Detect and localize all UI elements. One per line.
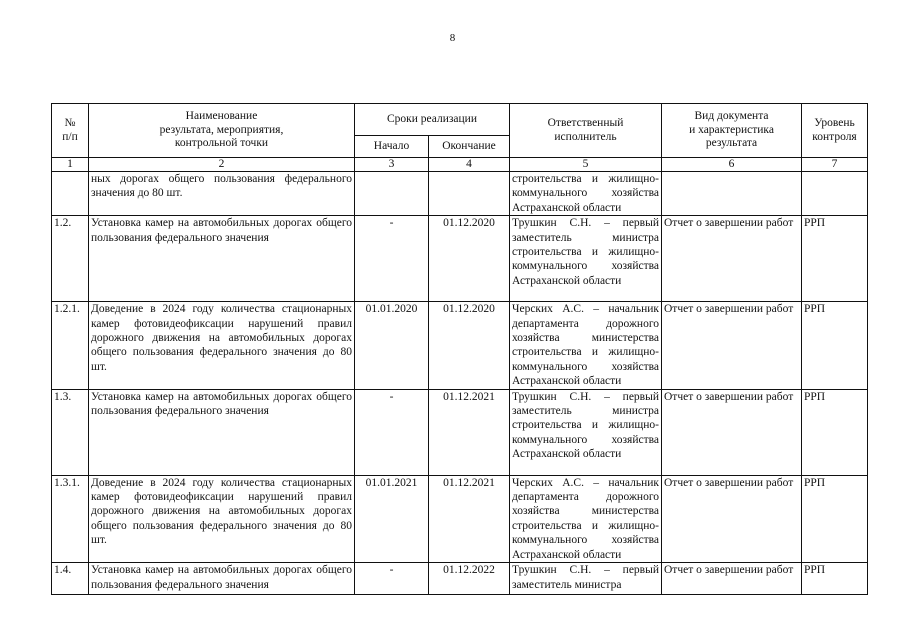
cell-level <box>802 172 868 216</box>
cell-name: Установка камер на автомобильных дорогах общего пользования федерального значения <box>89 389 355 475</box>
cell-responsible: строительства и жилищно-коммунального хозяйства Астраханской области <box>510 172 662 216</box>
implementation-plan-table <box>51 103 868 595</box>
cell-doc <box>662 172 802 216</box>
cell-doc: Отчет о завершении работ <box>662 302 802 389</box>
cell-start: 01.01.2020 <box>355 302 429 389</box>
column-number: 1 <box>52 158 89 172</box>
page-number: 8 <box>449 32 456 44</box>
table-row <box>52 216 868 302</box>
cell-end <box>429 172 510 216</box>
cell-num <box>52 172 89 216</box>
cell-responsible: Черских А.С. – начальник департамента дорожного хозяйства министерства строительства и жилищно-коммунального хозяйства Астраханской области <box>510 302 662 389</box>
column-number: 7 <box>802 158 868 172</box>
table-row <box>52 563 868 595</box>
cell-num: 1.4. <box>52 563 89 595</box>
table-row <box>52 389 868 475</box>
cell-doc: Отчет о завершении работ <box>662 475 802 562</box>
column-number: 5 <box>510 158 662 172</box>
cell-doc: Отчет о завершении работ <box>662 216 802 302</box>
cell-level: РРП <box>802 389 868 475</box>
header-doc: Вид документа и характеристика результата <box>662 104 802 158</box>
header-end: Окончание <box>429 136 510 158</box>
cell-start <box>355 172 429 216</box>
cell-start: - <box>355 389 429 475</box>
cell-name: Доведение в 2024 году количества стационарных камер фотовидеофиксации нарушений правил дорожного движения на автомобильных дорогах общего пользования федерального значения до 80 шт. <box>89 302 355 389</box>
cell-end: 01.12.2020 <box>429 302 510 389</box>
header-responsible: Ответственный исполнитель <box>510 104 662 158</box>
header-num: № п/п <box>52 104 89 158</box>
cell-responsible: Трушкин С.Н. – первый заместитель министра строительства и жилищно-коммунального хозяйства Астраханской области <box>510 389 662 475</box>
cell-num: 1.2.1. <box>52 302 89 389</box>
cell-level: РРП <box>802 216 868 302</box>
cell-end: 01.12.2021 <box>429 475 510 562</box>
cell-start: 01.01.2021 <box>355 475 429 562</box>
cell-responsible: Черских А.С. – начальник департамента дорожного хозяйства министерства строительства и жилищно-коммунального хозяйства Астраханской области <box>510 475 662 562</box>
cell-name: Доведение в 2024 году количества стационарных камер фотовидеофиксации нарушений правил дорожного движения на автомобильных дорогах общего пользования федерального значения до 80 шт. <box>89 475 355 562</box>
header-name: Наименование результата, мероприятия, контрольной точки <box>89 104 355 158</box>
cell-responsible: Трушкин С.Н. – первый заместитель министра <box>510 563 662 595</box>
column-number: 6 <box>662 158 802 172</box>
cell-level: РРП <box>802 475 868 562</box>
cell-end: 01.12.2022 <box>429 563 510 595</box>
cell-name: Установка камер на автомобильных дорогах общего пользования федерального значения <box>89 563 355 595</box>
cell-responsible: Трушкин С.Н. – первый заместитель министра строительства и жилищно-коммунального хозяйства Астраханской области <box>510 216 662 302</box>
column-numbers-row <box>52 158 868 172</box>
column-number: 3 <box>355 158 429 172</box>
column-number: 2 <box>89 158 355 172</box>
cell-num: 1.2. <box>52 216 89 302</box>
table-row <box>52 172 868 216</box>
cell-name: ных дорогах общего пользования федерального значения до 80 шт. <box>89 172 355 216</box>
cell-num: 1.3.1. <box>52 475 89 562</box>
cell-name: Установка камер на автомобильных дорогах общего пользования федерального значения <box>89 216 355 302</box>
header-start: Начало <box>355 136 429 158</box>
header-terms: Сроки реализации <box>355 104 510 136</box>
cell-num: 1.3. <box>52 389 89 475</box>
cell-level: РРП <box>802 302 868 389</box>
table-row <box>52 475 868 562</box>
header-level: Уровень контроля <box>802 104 868 158</box>
cell-start: - <box>355 563 429 595</box>
table-row <box>52 302 868 389</box>
cell-level: РРП <box>802 563 868 595</box>
cell-start: - <box>355 216 429 302</box>
cell-doc: Отчет о завершении работ <box>662 563 802 595</box>
cell-end: 01.12.2020 <box>429 216 510 302</box>
cell-doc: Отчет о завершении работ <box>662 389 802 475</box>
column-number: 4 <box>429 158 510 172</box>
cell-end: 01.12.2021 <box>429 389 510 475</box>
